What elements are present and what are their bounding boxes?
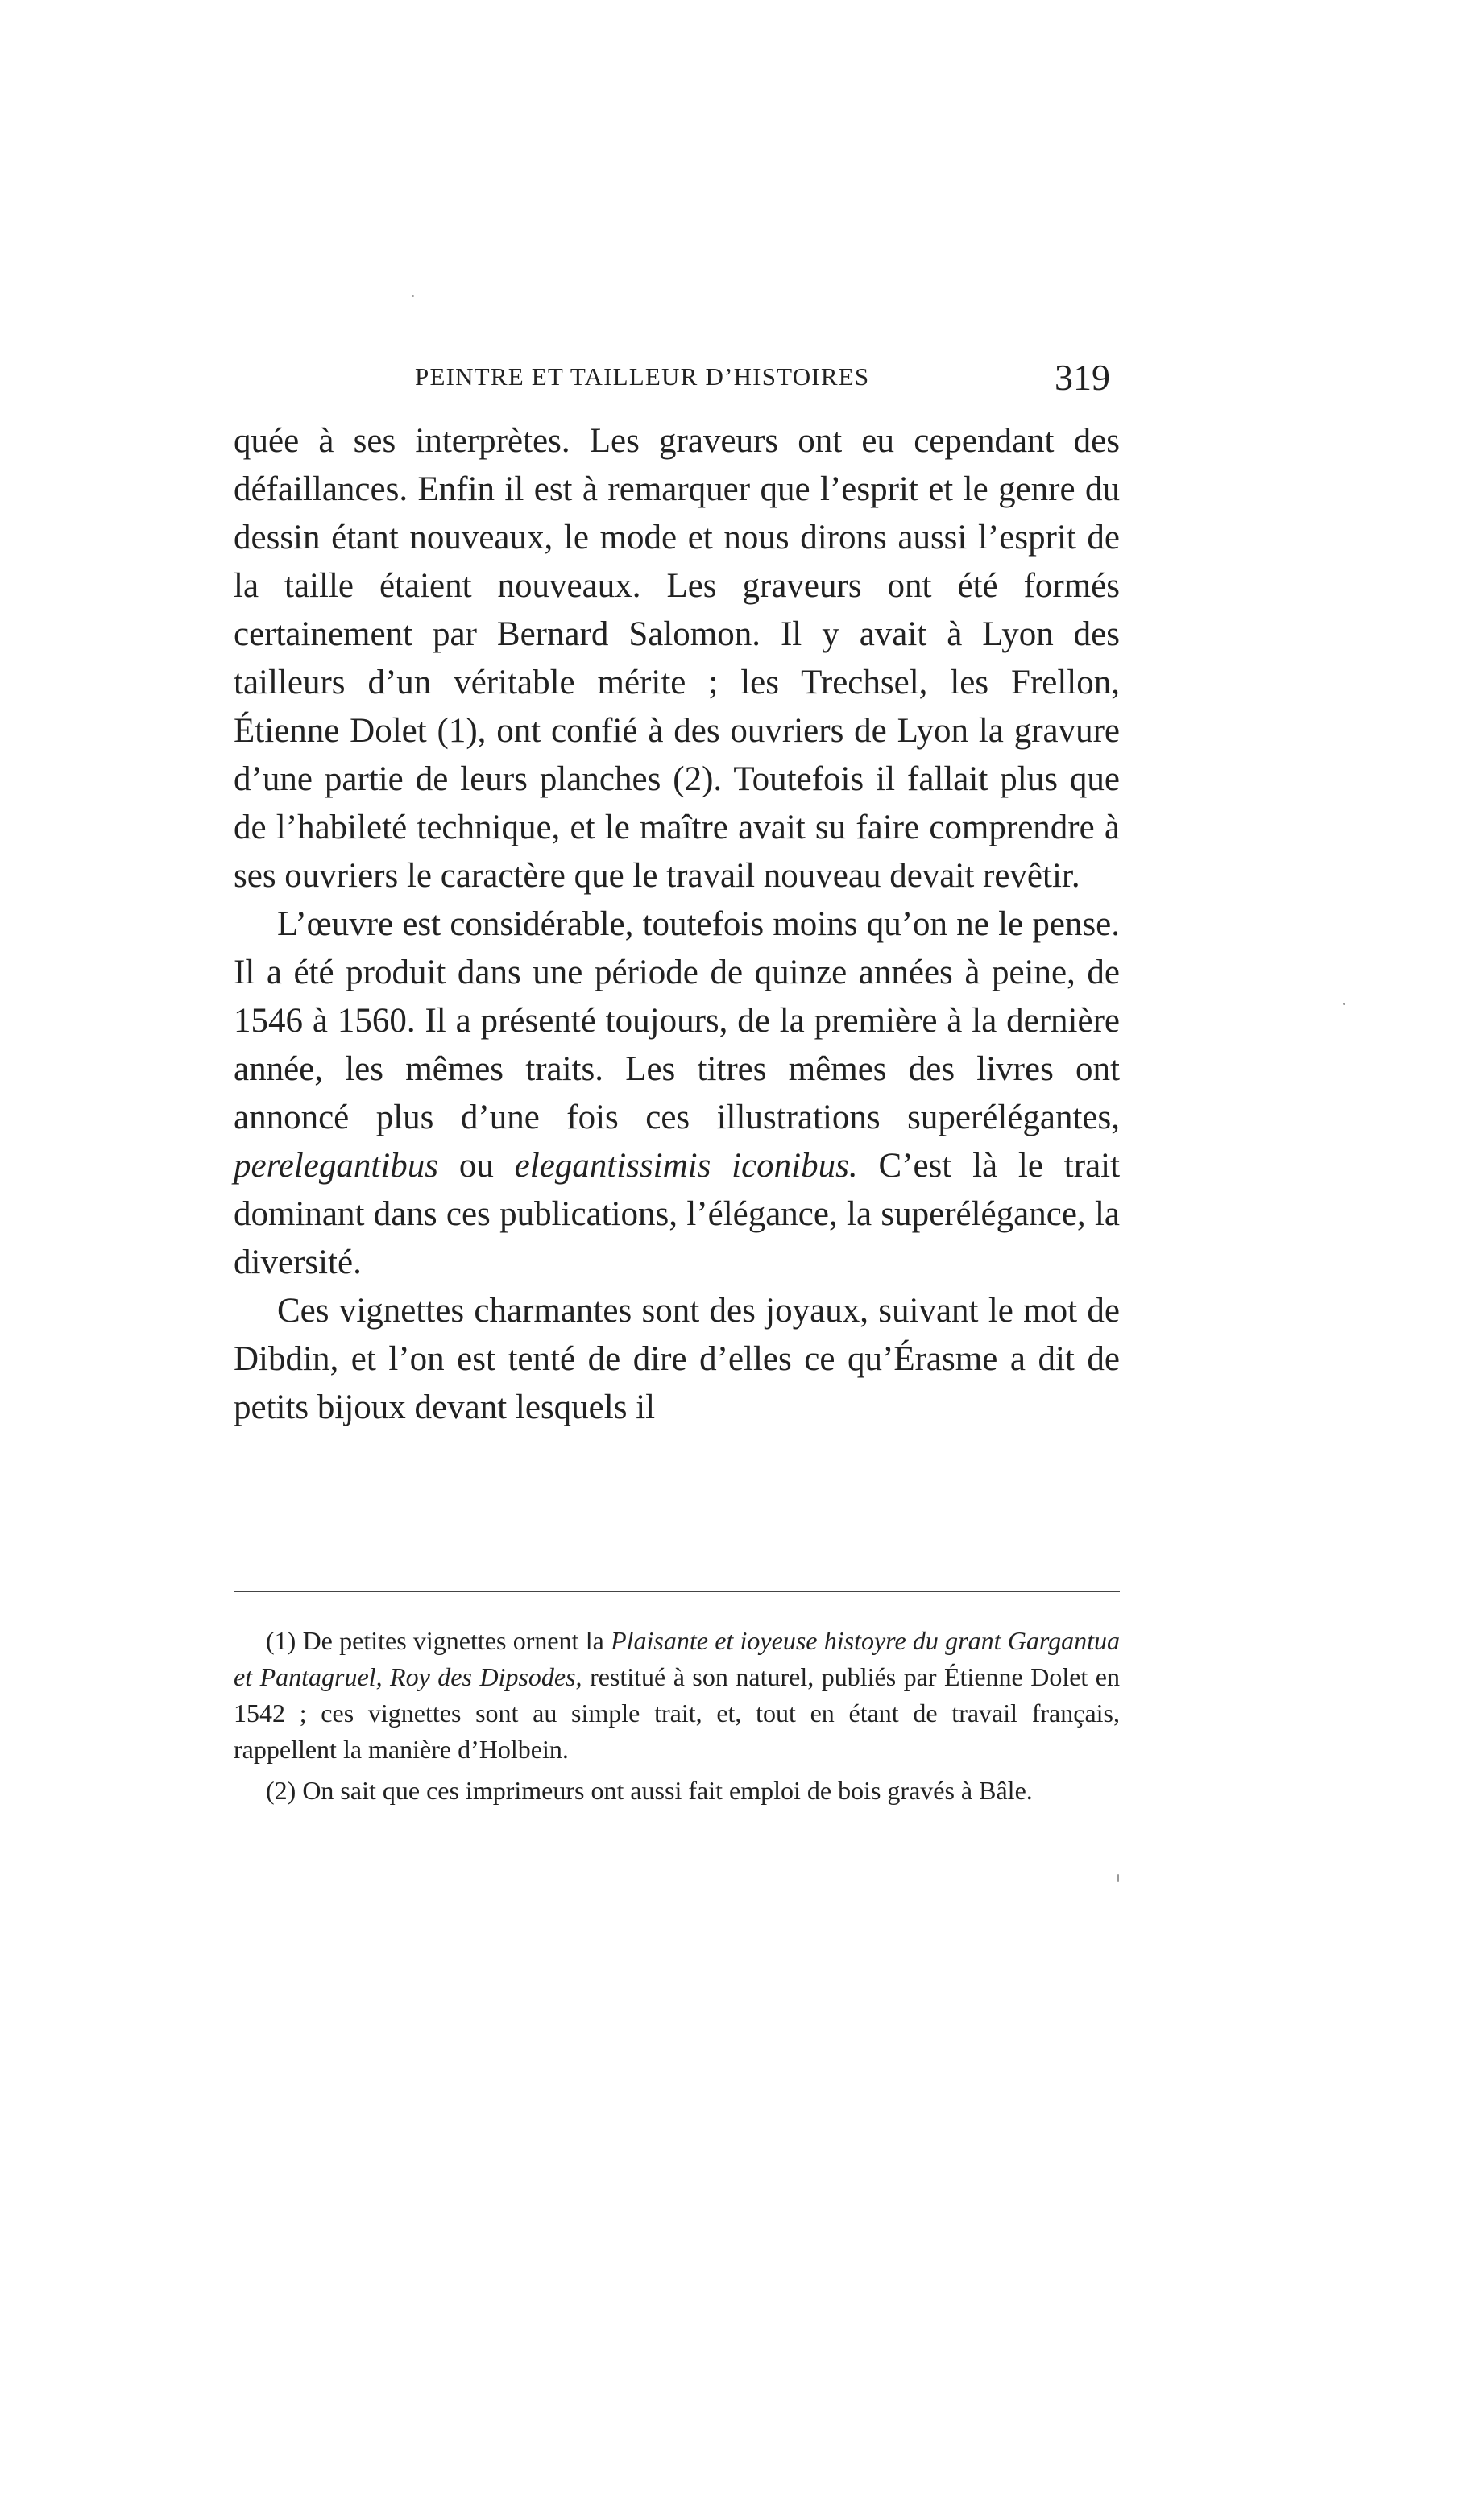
- paragraph-2-part-a: L’œuvre est considérable, toutefois moins qu’on ne le pense. Il a été produit dans une période de quinze années à peine, de 1546 à 1560. Il a présenté toujours, de la première à la dernière année, les mêmes traits. Les titres mêmes des livres ont annoncé plus d’une fois ces illustrations superélégantes,: [234, 905, 1120, 1136]
- paragraph-1: quée à ses interprètes. Les graveurs ont eu cependant des défaillances. Enfin il est à remarquer que l’esprit et le genre du dessin étant nouveaux, le mode et nous dirons aussi l’esprit de la taille étaient nouveaux. Les graveurs ont été formés certainement par Bernard Salomon. Il y avait à Lyon des tailleurs d’un véritable mérite ; les Trechsel, les Frellon, Étienne Dolet (1), ont confié à des ouvriers de Lyon la gravure d’une partie de leurs planches (2). Toutefois il fallait plus que de l’habileté technique, et le maître avait su faire comprendre à ses ouvriers le caractère que le travail nouveau devait revêtir.: [234, 422, 1120, 895]
- paper-speck: [1117, 1874, 1119, 1882]
- footnote-1: [234, 1623, 1120, 1768]
- paper-speck: [1343, 1003, 1345, 1005]
- footnote-rule: [234, 1591, 1120, 1592]
- footnotes: [234, 1623, 1120, 1814]
- paragraph-2-italic-2: elegantissimis iconibus.: [514, 1147, 858, 1185]
- page-header: [234, 356, 1120, 404]
- footnote-1-italic: Plaisante et ioyeuse histoyre du grant Gargantua et Pantagruel, Roy des Dipsodes,: [234, 1626, 1121, 1691]
- footnote-1-part-b: restitué à son naturel, publiés par Étienne Dolet en 1542 ; ces vignettes sont au simple trait, et, tout en étant de travail français, rappellent la manière d’Holbein.: [234, 1662, 1121, 1764]
- body-text: [234, 417, 1120, 1432]
- paragraph-2: [234, 900, 1120, 1287]
- paper-speck: [412, 295, 414, 297]
- paragraph-3: Ces vignettes charmantes sont des joyaux, suivant le mot de Dibdin, et l’on est tenté de dire d’elles ce qu’Érasme a dit de petits bijoux devant lesquels il: [234, 1292, 1120, 1426]
- paragraph-2-italic-1: perelegantibus: [234, 1147, 438, 1185]
- footnote-1-part-a: (1) De petites vignettes ornent la: [266, 1626, 604, 1655]
- running-title: PEINTRE ET TAILLEUR D’HISTOIRES: [415, 362, 870, 391]
- page-number: 319: [1055, 357, 1110, 398]
- footnote-2: (2) On sait que ces imprimeurs ont aussi fait emploi de bois gravés à Bâle.: [266, 1776, 1033, 1805]
- paragraph-2-part-b: ou: [458, 1147, 494, 1185]
- paragraph-2-part-c: C’est là le trait dominant dans ces publications, l’élégance, la superélégance, la diversité.: [234, 1147, 1121, 1281]
